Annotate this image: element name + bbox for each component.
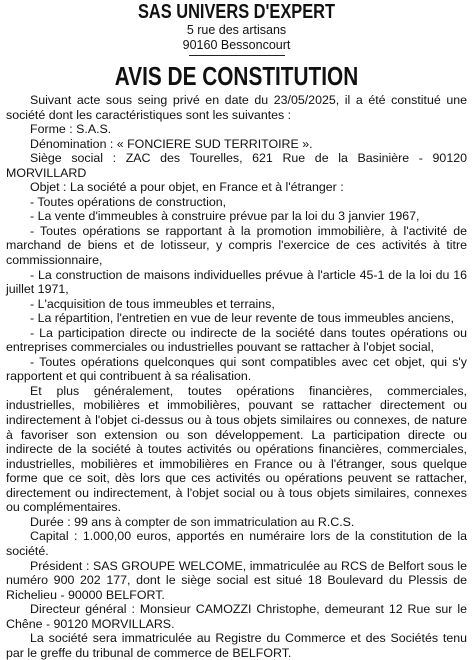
notice-paragraph: Capital : 1.000,00 euros, apportés en numéraire lors de la constitution de la société. bbox=[6, 529, 467, 558]
company-address-city: 90160 Bessoncourt bbox=[182, 38, 291, 52]
notice-paragraph: Et plus généralement, toutes opérations financières, commerciales, industrielles, mobilières et immobilières, pouvant se rattacher directement ou indirectement à l'objet ci-dessus ou à tous objets similaires ou connexes, de nature à favoriser son extension ou son développement. La participation directe ou indirecte de la société à toutes activités ou opérations financières, commerciales, industrielles, mobilières et immobilières en France ou à l'étranger, sous quelque forme que ce soit, dès lors que ces activités ou opérations peuvent se rattacher, directement ou indirectement, à l'objet social ou à tous objets similaires, connexes ou complémentaires. bbox=[6, 383, 467, 515]
header-divider bbox=[189, 55, 285, 56]
notice-paragraph: - La répartition, l'entretien en vue de leur revente de tous immeubles anciens, bbox=[30, 311, 454, 326]
notice-paragraph: - La participation directe ou indirecte de la société dans toutes opérations ou entreprises commerciales ou industrielles pouvant se rattacher à l'objet social, bbox=[6, 325, 467, 355]
notice-paragraph: Objet : La société a pour objet, en France et à l'étranger : bbox=[30, 180, 344, 195]
company-address-street: 5 rue des artisans bbox=[186, 23, 287, 37]
notice-paragraph: Durée : 99 ans à compter de son immatriculation au R.C.S. bbox=[30, 514, 355, 529]
notice-paragraph: - La construction de maisons individuelles prévue à l'article 45-1 de la loi du 16 juillet 1971, bbox=[6, 267, 467, 297]
notice-paragraph: - Toutes opérations de construction, bbox=[30, 194, 227, 209]
notice-title: AVIS DE CONSTITUTION bbox=[114, 61, 359, 91]
notice-body bbox=[6, 93, 467, 660]
notice-paragraph: Forme : S.A.S. bbox=[30, 122, 112, 137]
notice-paragraph: Président : SAS GROUPE WELCOME, immatriculée au RCS de Belfort sous le numéro 900 202 177, dont le siège social est situé 18 Boulevard du Plessis de Richelieu - 90000 BELFORT. bbox=[6, 558, 467, 602]
notice-paragraph: Suivant acte sous seing privé en date du 23/05/2025, il a été constitué une société dont les caractéristiques sont les suivantes : bbox=[6, 93, 467, 122]
company-name: SAS UNIVERS D'EXPERT bbox=[137, 1, 336, 23]
notice-paragraph: - La vente d'immeubles à construire prévue par la loi du 3 janvier 1967, bbox=[30, 209, 420, 224]
notice-paragraph: - Toutes opérations se rapportant à la promotion immobilière, à l'activité de marchand de biens et de lotisseur, y compris l'exercice de ces activités à titre commissionnaire, bbox=[6, 223, 467, 268]
notice-paragraph: Dénomination : « FONCIERE SUD TERRITOIRE ». bbox=[30, 136, 313, 151]
notice-paragraph: Siège social : ZAC des Tourelles, 621 Rue de la Basinière - 90120 MORVILLARD bbox=[6, 151, 467, 180]
notice-paragraph: - L'acquisition de tous immeubles et terrains, bbox=[30, 296, 275, 311]
notice-paragraph: - Toutes opérations quelconques qui sont compatibles avec cet objet, qui s'y rapportent et qui contribuent à sa réalisation. bbox=[6, 354, 467, 384]
notice-paragraph: Directeur général : Monsieur CAMOZZI Christophe, demeurant 12 Rue sur le Chêne - 90120 MORVILLARS. bbox=[6, 602, 467, 631]
notice-paragraph: La société sera immatriculée au Registre du Commerce et des Sociétés tenu par le greffe du tribunal de commerce de BELFORT. bbox=[6, 631, 467, 660]
